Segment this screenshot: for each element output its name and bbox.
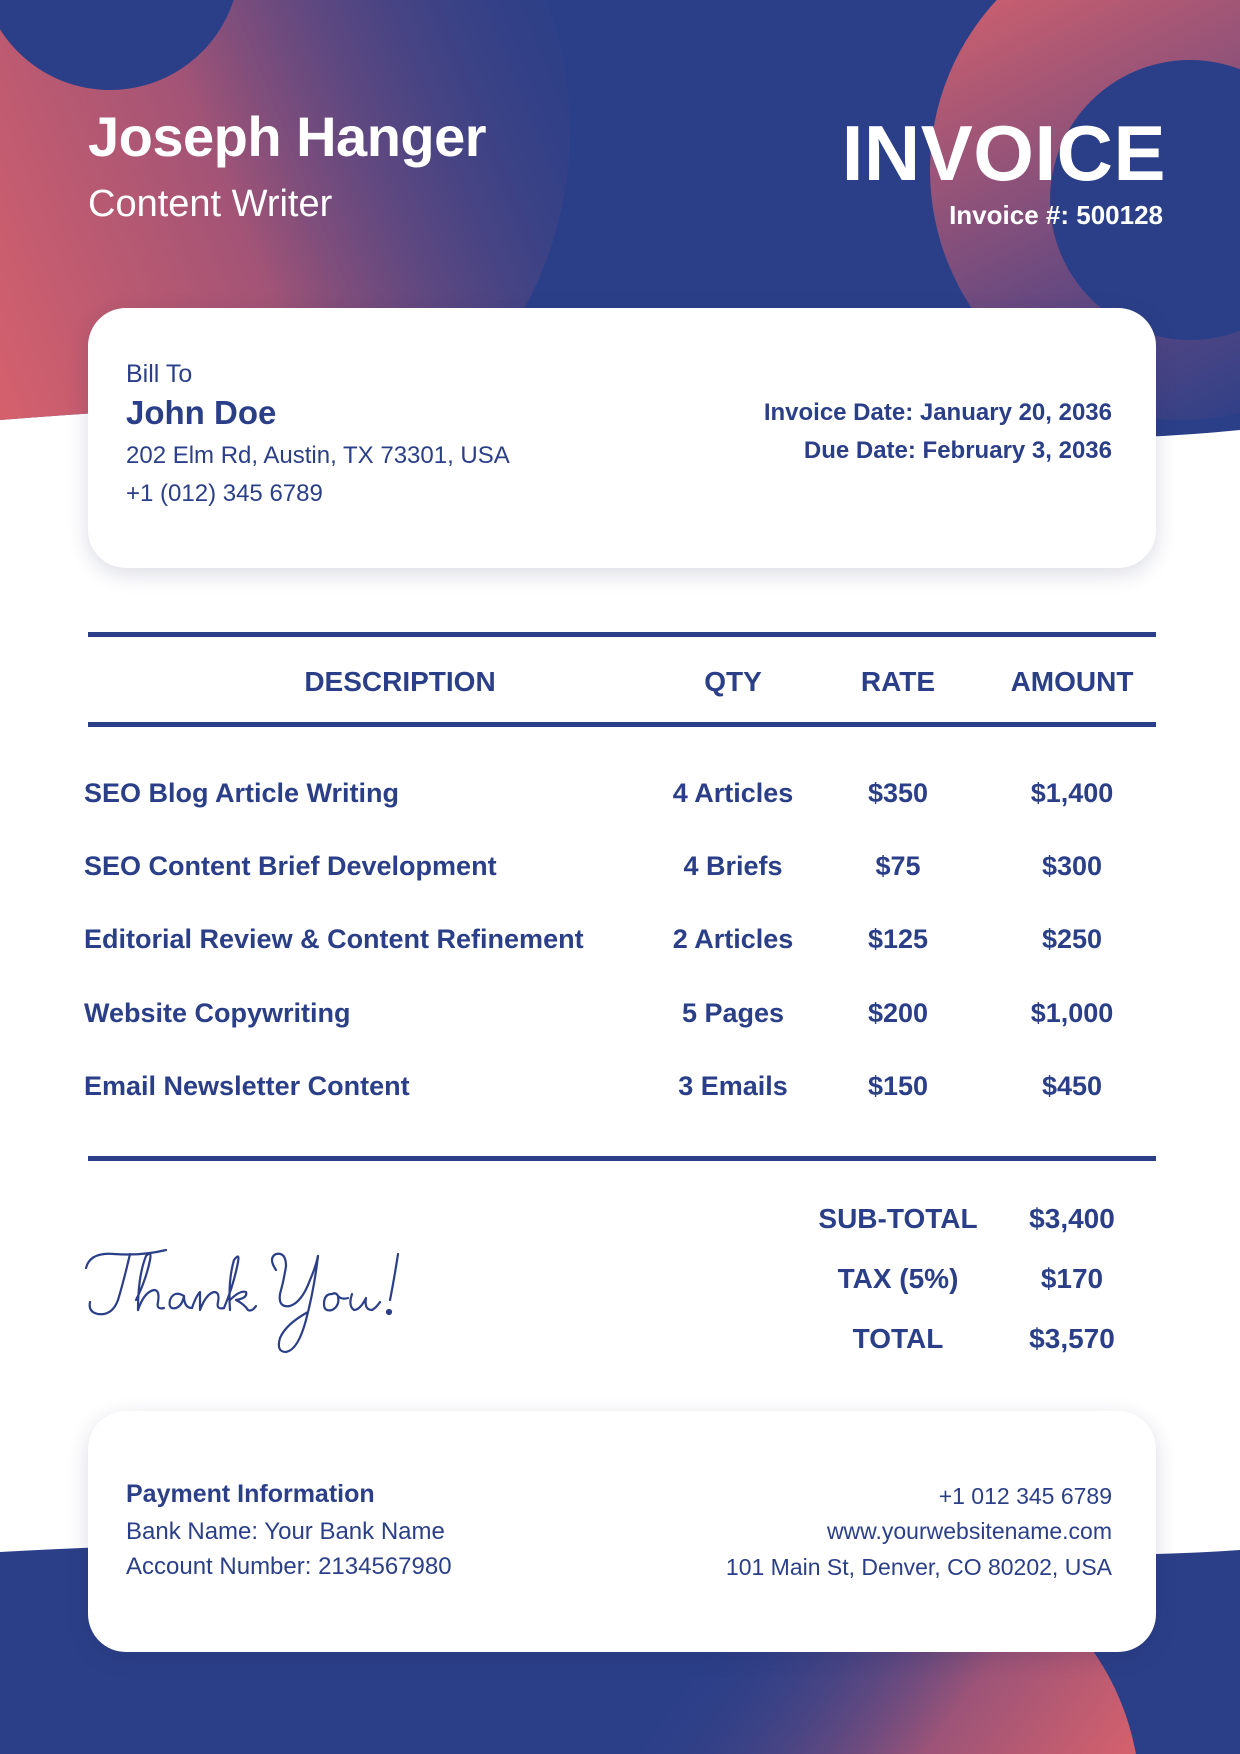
row-description: Email Newsletter Content bbox=[84, 1071, 410, 1101]
column-header-description: DESCRIPTION bbox=[304, 666, 496, 697]
sender-name: Joseph Hanger bbox=[88, 105, 487, 168]
invoice-number: Invoice #: 500128 bbox=[949, 200, 1163, 230]
contact-website[interactable]: www.yourwebsitename.com bbox=[826, 1518, 1112, 1544]
total-label: TOTAL bbox=[852, 1323, 944, 1354]
row-amount: $1,000 bbox=[1030, 998, 1114, 1028]
row-qty: 3 Emails bbox=[678, 1071, 788, 1101]
row-qty: 5 Pages bbox=[681, 998, 785, 1028]
table-row bbox=[0, 1071, 1240, 1111]
table-top-rule bbox=[88, 632, 1156, 637]
subtotal-label: SUB-TOTAL bbox=[818, 1203, 978, 1234]
column-header-qty: QTY bbox=[704, 666, 762, 697]
bill-to-label: Bill To bbox=[126, 360, 193, 388]
total-value: $3,570 bbox=[1029, 1323, 1115, 1354]
account-number: Account Number: 2134567980 bbox=[126, 1553, 452, 1580]
client-name: John Doe bbox=[126, 394, 277, 431]
table-bottom-rule bbox=[88, 1156, 1156, 1161]
row-qty: 2 Articles bbox=[672, 924, 794, 954]
payment-info-title: Payment Information bbox=[126, 1480, 375, 1508]
column-header-amount: AMOUNT bbox=[1010, 666, 1134, 697]
row-amount: $1,400 bbox=[1030, 778, 1114, 808]
row-rate: $75 bbox=[875, 851, 921, 881]
subtotal-value: $3,400 bbox=[1029, 1203, 1115, 1234]
row-description: Editorial Review & Content Refinement bbox=[84, 924, 584, 954]
row-rate: $350 bbox=[867, 778, 929, 808]
bank-name: Bank Name: Your Bank Name bbox=[126, 1518, 445, 1545]
contact-address: 101 Main St, Denver, CO 80202, USA bbox=[725, 1554, 1112, 1580]
row-amount: $450 bbox=[1041, 1071, 1103, 1101]
client-address: 202 Elm Rd, Austin, TX 73301, USA bbox=[126, 442, 510, 469]
client-phone: +1 (012) 345 6789 bbox=[126, 480, 323, 507]
row-amount: $250 bbox=[1041, 924, 1103, 954]
table-header-rule bbox=[88, 722, 1156, 727]
row-amount: $300 bbox=[1041, 851, 1103, 881]
bill-to-card bbox=[88, 308, 1156, 568]
row-rate: $200 bbox=[867, 998, 929, 1028]
tax-value: $170 bbox=[1040, 1263, 1104, 1294]
row-qty: 4 Articles bbox=[672, 778, 794, 808]
sender-role: Content Writer bbox=[88, 183, 333, 225]
row-qty: 4 Briefs bbox=[683, 851, 783, 881]
tax-label: TAX (5%) bbox=[837, 1263, 959, 1294]
payment-card bbox=[88, 1411, 1156, 1652]
contact-phone: +1 012 345 6789 bbox=[938, 1483, 1112, 1509]
row-description: Website Copywriting bbox=[84, 998, 351, 1028]
table-row bbox=[0, 851, 1240, 891]
thank-you-script bbox=[80, 1240, 450, 1360]
table-row bbox=[0, 998, 1240, 1038]
table-row bbox=[0, 924, 1240, 964]
row-rate: $125 bbox=[867, 924, 929, 954]
row-description: SEO Blog Article Writing bbox=[84, 778, 400, 808]
row-description: SEO Content Brief Development bbox=[84, 851, 497, 881]
table-row bbox=[0, 778, 1240, 818]
column-header-rate: RATE bbox=[860, 666, 936, 697]
row-rate: $150 bbox=[867, 1071, 929, 1101]
document-title: INVOICE bbox=[841, 109, 1166, 197]
due-date: Due Date: February 3, 2036 bbox=[803, 437, 1112, 464]
invoice-date: Invoice Date: January 20, 2036 bbox=[763, 399, 1112, 426]
